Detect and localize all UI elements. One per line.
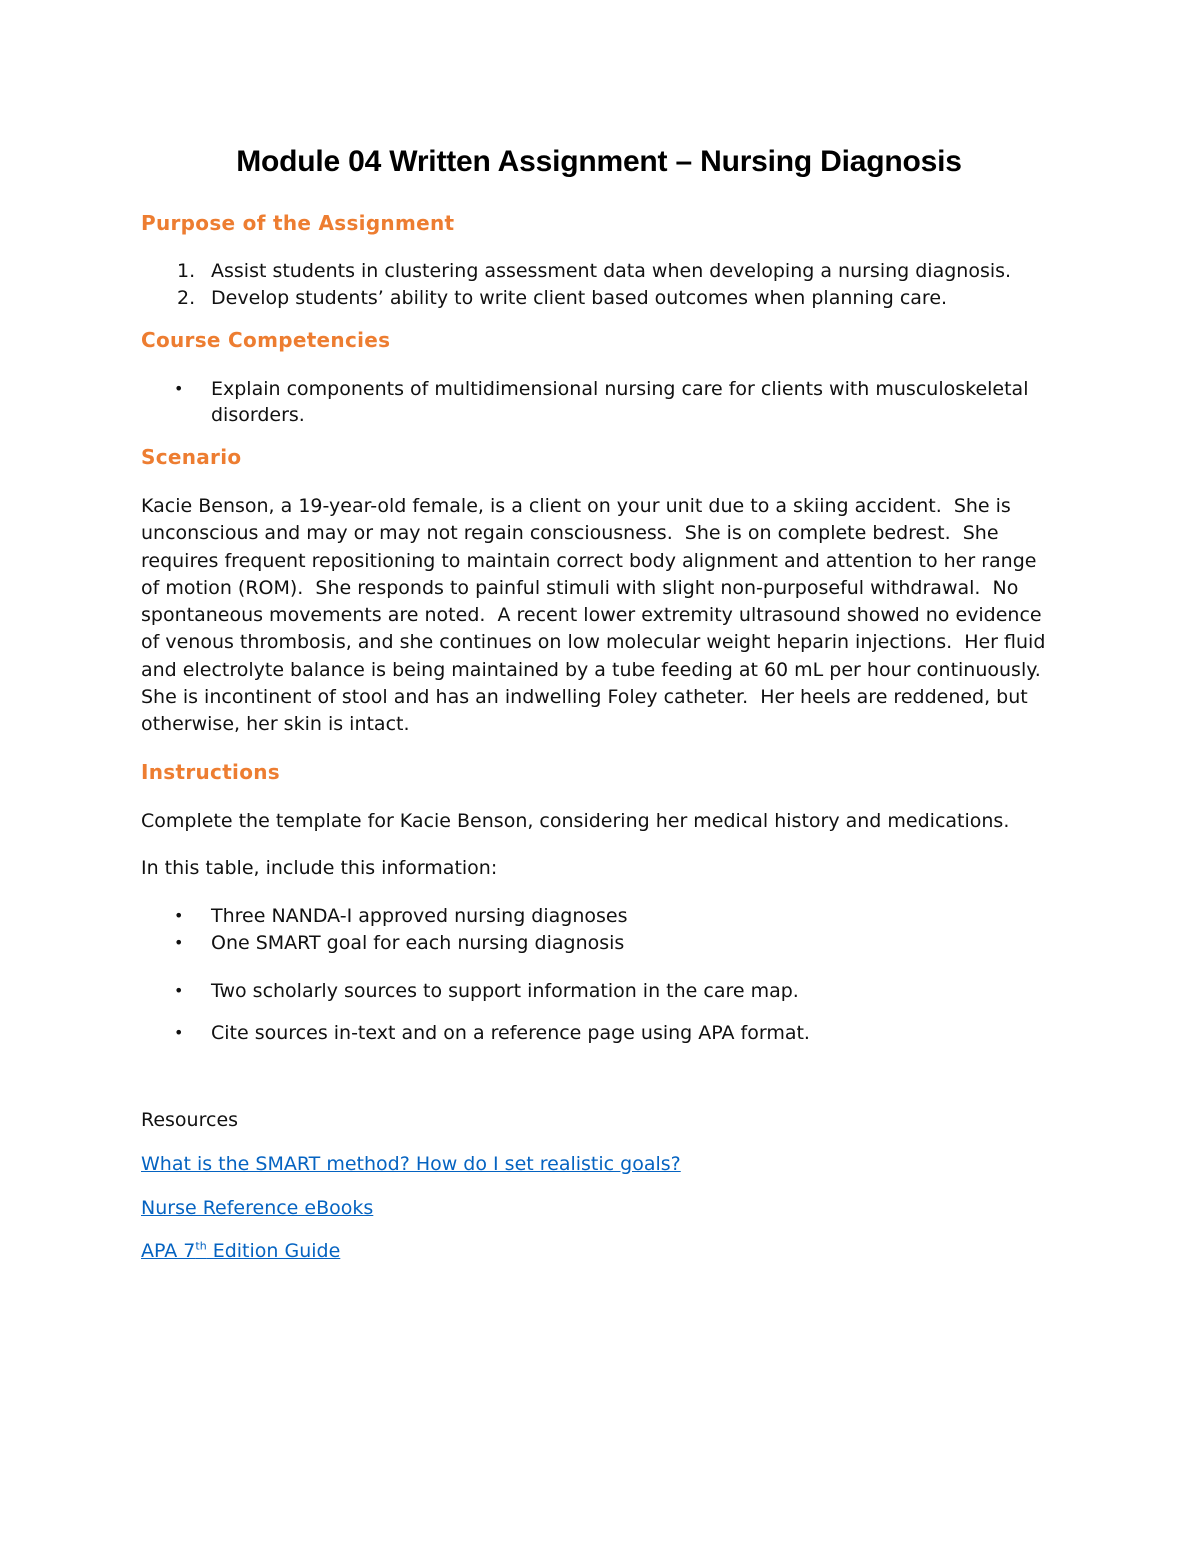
scenario-paragraph: Kacie Benson, a 19-year-old female, is a client on your unit due to a skiing accident. She is unconscious and may or may not regain consciousness. She is on complete bedrest. She requires frequent repositioning to maintain correct body alignment and attention to her range of motion (ROM). She responds to painful stimuli with slight non-purposeful withdrawal. No spontaneous movements are noted. A recent lower extremity ultrasound showed no evidence of venous thrombosis, and she continues on low molecular weight heparin injections. Her fluid and electrolyte balance is being maintained by a tube feeding at 60 mL per hour continuously. She is incontinent of stool and has an indwelling Foley catheter. Her heels are reddened, but otherwise, her skin is intact. [141, 495, 1053, 736]
bullet-marker: • [174, 933, 184, 952]
purpose-heading: Purpose of the Assignment [141, 211, 455, 235]
list-item-text: Assist students in clustering assessment data when developing a nursing diagnosis. [211, 260, 1012, 282]
nurse-reference-ebooks-link[interactable]: Nurse Reference eBooks [141, 1197, 374, 1219]
list-item-text: Explain components of multidimensional nursing care for clients with musculoskeletal disorders. [211, 378, 1029, 426]
competencies-heading: Course Competencies [141, 328, 391, 352]
instructions-heading: Instructions [141, 760, 281, 784]
resource-link-smart-wrapper [141, 1151, 681, 1178]
bullet-marker: • [174, 1023, 184, 1042]
list-item-text: Three NANDA-I approved nursing diagnoses [211, 905, 628, 927]
list-number: 2. [177, 287, 196, 309]
list-item-text: Two scholarly sources to support information in the care map. [211, 980, 799, 1002]
instructions-paragraph-1: Complete the template for Kacie Benson, considering her medical history and medications. [141, 810, 1010, 832]
bullet-marker: • [174, 379, 184, 398]
smart-method-link[interactable]: What is the SMART method? How do I set realistic goals? [141, 1153, 681, 1175]
scenario-heading: Scenario [141, 445, 242, 469]
list-item-text: Cite sources in-text and on a reference page using APA format. [211, 1022, 810, 1044]
apa-guide-link[interactable] [141, 1240, 340, 1262]
resource-link-apa-wrapper [141, 1238, 340, 1265]
list-item-text: One SMART goal for each nursing diagnosis [211, 932, 625, 954]
list-item-text: Develop students’ ability to write client based outcomes when planning care. [211, 287, 948, 309]
apa-link-suffix: Edition Guide [206, 1240, 341, 1262]
bullet-marker: • [174, 981, 184, 1000]
instructions-paragraph-2: In this table, include this information: [141, 857, 498, 879]
bullet-marker: • [174, 906, 184, 925]
resource-link-ebooks-wrapper [141, 1195, 373, 1222]
apa-link-prefix: APA 7 [141, 1240, 196, 1262]
resources-label: Resources [141, 1109, 239, 1131]
list-number: 1. [177, 260, 196, 282]
apa-link-superscript: th [195, 1239, 207, 1253]
page-title: Module 04 Written Assignment – Nursing Diagnosis [236, 145, 962, 178]
